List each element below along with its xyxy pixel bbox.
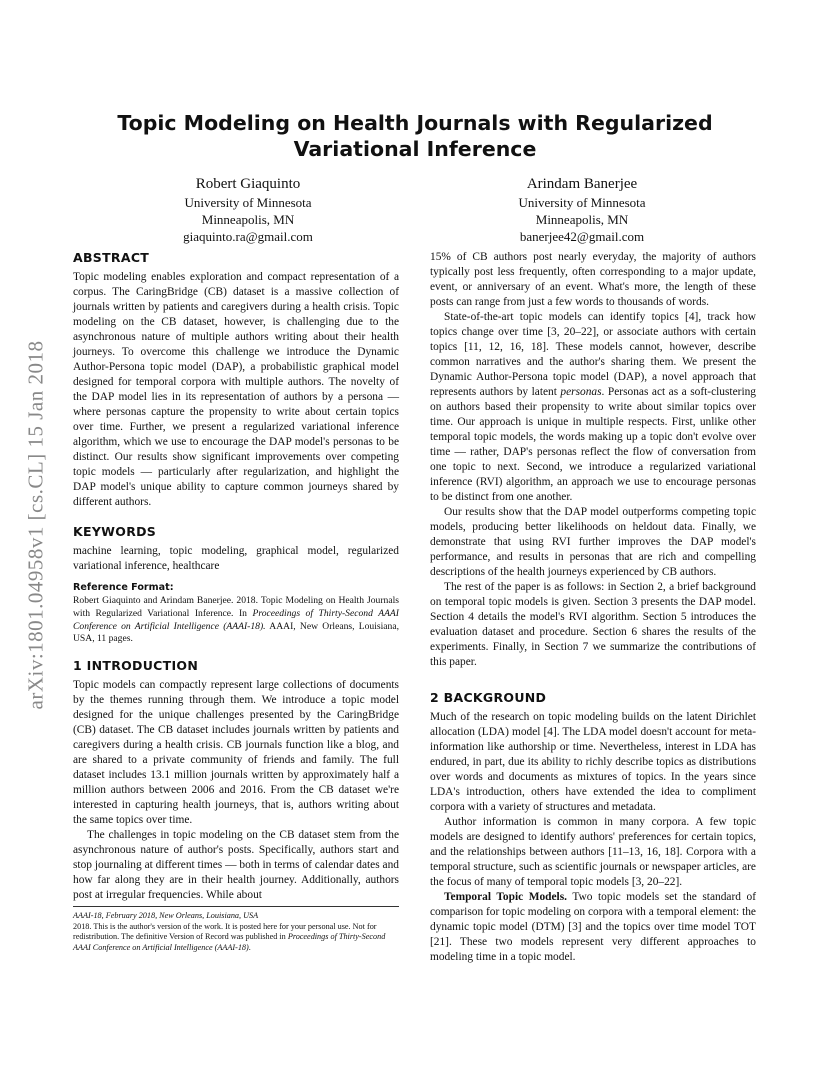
keywords-heading: KEYWORDS — [73, 524, 157, 539]
author-location: Minneapolis, MN — [201, 212, 295, 227]
body-paragraph: 15% of CB authors post nearly everyday, the majority of authors typically post less frequently, often corresponding to a major update, event, or anniversary of an event. What's more, the length of these posts can range from just a few words to thousands of words. — [430, 251, 756, 308]
paper-title: Topic Modeling on Health Journals with Regularized Variational Inference — [117, 111, 713, 161]
keywords-text: machine learning, topic modeling, graphical model, regularized variational inference, healthcare — [73, 545, 399, 572]
author-location: Minneapolis, MN — [535, 212, 629, 227]
author-1 — [118, 174, 378, 245]
author-name: Arindam Banerjee — [526, 176, 638, 192]
intro-paragraph: Topic models can compactly represent large collections of documents by the themes running through them. We introduce a topic model designed for the unique challenges presented by the CaringBridge (CB) dataset. The CB dataset includes journals written by patients and caregivers during a health crisis. CB journals function like a blog, and are shared to a private community of friends and family. The full dataset includes 13.1 million journals written by approximately half a million authors between 2006 and 2016. From the CB dataset we're interested in capturing health journeys, that is, authors writing about the same topics over time. — [73, 679, 399, 827]
body-paragraph: Temporal Topic Models. Two topic models set the standard of comparison for topic modeling on corpora with a temporal element: the dynamic topic model (DTM) [3] and the topics over time model TOT [21]. These two models represent very different approaches to modeling time in a topic model. — [430, 891, 756, 963]
abstract-text: Topic modeling enables exploration and compact representation of a corpus. The CaringBridge (CB) dataset is a massive collection of journals written by patients and caregivers during a health crisis. Topic modeling on the CB dataset, however, is challenging due to the asynchronous nature of multiple authors writing about their health journeys. To overcome this challenge we introduce the Dynamic Author-Persona topic model (DAP), a probabilistic graphical model designed for temporal corpora with multiple authors. The novelty of the DAP model lies in its representation of authors by a persona — where personas capture the propensity to write about certain topics over time. Further, we present a regularized variational inference algorithm, which we use to encourage the DAP model's personas to be distinct. Our results show significant improvements over competing topic models — particularly after regularization, and highlight the DAP model's unique ability to capture common journeys shared by different authors. — [73, 271, 399, 508]
reference-format-text: Robert Giaquinto and Arindam Banerjee. 2018. Topic Modeling on Health Journals with Regularized Variational Inference. In Proceedings of Thirty-Second AAAI Conference on Artificial Intelligence (AAAI-18). AAAI, New Orleans, Louisiana, USA, 11 pages. — [73, 595, 399, 645]
intro-paragraph: The challenges in topic modeling on the CB dataset stem from the asynchronous nature of author's posts. Specifically, authors start and stop journaling at different times — both in terms of calendar dates and how far along they are in their health journey. Additionally, authors post at irregular frequencies. While about — [73, 829, 399, 902]
author-name: Robert Giaquinto — [195, 176, 301, 192]
reference-format-label: Reference Format: — [73, 582, 174, 593]
arxiv-identifier: arXiv:1801.04958v1 [cs.CL] 15 Jan 2018 — [23, 340, 48, 710]
body-paragraph: Much of the research on topic modeling builds on the latent Dirichlet allocation (LDA) model [4]. The LDA model doesn't account for meta-information like authorship or time. Nevertheless, interest in LDA has endured, in part, due its ability to richly describe topics as distributions over words and documents as mixtures of topics. In the years since LDA's introduction, others have extended the idea to compliment corpora with a variety of structures and metadata. — [430, 711, 756, 813]
abstract-heading: ABSTRACT — [73, 250, 150, 265]
body-paragraph: Our results show that the DAP model outperforms competing topic models, producing better likelihoods on heldout data. Finally, we demonstrate that using RVI further improves the DAP model's performance, and results in personas that are rich and compelling descriptions of the health journeys experienced by CB authors. — [430, 506, 756, 578]
body-paragraph: The rest of the paper is as follows: in Section 2, a brief background on temporal topic models is given. Section 3 presents the DAP model. Section 4 details the model's RVI algorithm. Section 5 introduces the evaluation dataset and procedure. Section 6 shares the results of the experiments. Finally, in Section 7 we summarize the contributions of this paper. — [430, 581, 756, 668]
author-affiliation: University of Minnesota — [518, 195, 646, 210]
author-affiliation: University of Minnesota — [184, 195, 312, 210]
footnote-note: 2018. This is the author's version of the work. It is posted here for your personal use. Not for redistribution. The definitive Version of Record was published in Proceedings of Thirty-Second AAAI Conference on Artificial Intelligence (AAAI-18). — [73, 921, 386, 952]
footnote — [73, 906, 399, 953]
body-paragraph: Author information is common in many corpora. A few topic models are designed to identify authors' preferences for certain topics, and the relationships between authors [11–13, 16, 18]. Corpora with a temporal structure, such as scientific journals or newspaper articles, are the focus of many of temporal topic models [3, 20–22]. — [430, 816, 756, 888]
background-heading: 2 BACKGROUND — [430, 690, 547, 705]
author-2 — [452, 174, 712, 245]
author-email: giaquinto.ra@gmail.com — [183, 229, 313, 244]
footnote-venue: AAAI-18, February 2018, New Orleans, Louisiana, USA — [73, 911, 259, 920]
right-column — [430, 250, 756, 965]
left-column — [73, 250, 399, 903]
body-paragraph: State-of-the-art topic models can identify topics [4], track how topics change over time [3, 20–22], or associate authors with certain topics [11, 12, 16, 18]. These models cannot, however, describe common narratives and the author's sharing them. We present the Dynamic Author-Persona topic model (DAP), a novel approach that represents authors by latent personas. Personas act as a soft-clustering on authors based their propensity to write about similar topics over time. Our approach is unique in multiple respects. First, unlike other temporal topic models, the words making up a topic don't evolve over time — rather, DAP's personas reflect the flow of conversation from one topic to next. Second, we introduce a regularized variational inference (RVI) algorithm, an approach we use to encourage personas to be distinct from one another. — [430, 311, 757, 503]
paragraph-run-in-heading: Temporal Topic Models. — [444, 891, 567, 903]
author-email: banerjee42@gmail.com — [519, 229, 645, 244]
intro-heading: 1 INTRODUCTION — [73, 658, 199, 674]
